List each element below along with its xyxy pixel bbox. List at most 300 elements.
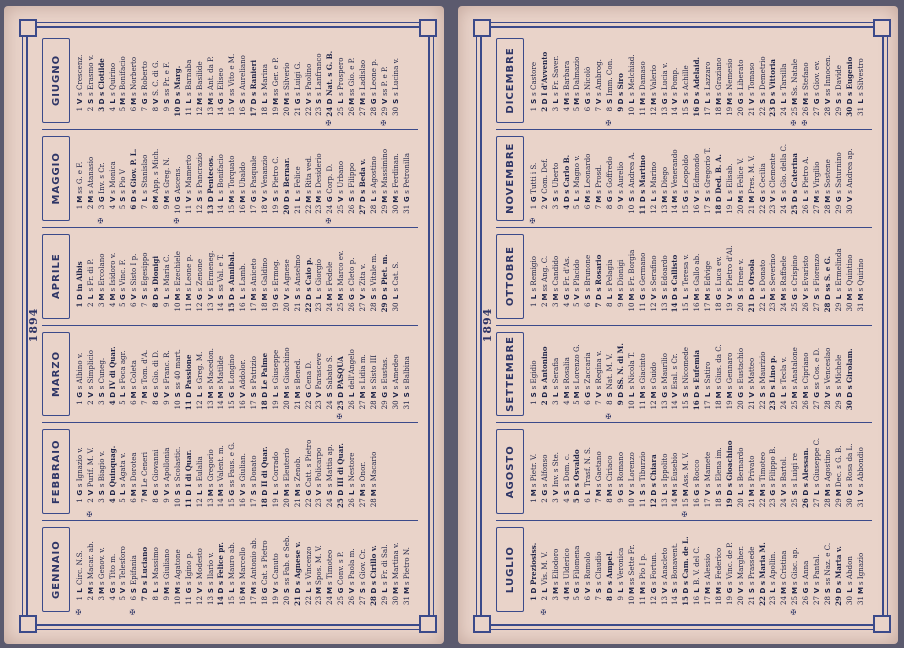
month-column	[496, 228, 872, 326]
day-row	[74, 132, 85, 225]
day-number: 8	[151, 204, 161, 210]
day-row	[528, 34, 539, 127]
day-row	[789, 328, 800, 421]
saint-name: Esal. s Cr.	[670, 353, 680, 390]
day-number: 7	[594, 106, 604, 112]
day-number: 4	[107, 204, 117, 210]
weekday-letter: V	[260, 196, 270, 202]
saint-name: s Quirino	[107, 62, 117, 96]
weekday-letter: V	[583, 587, 593, 594]
day-number: 27	[358, 400, 368, 410]
day-row	[237, 34, 248, 127]
weekday-letter: M	[270, 97, 280, 105]
saint-name: s Rosario	[594, 254, 604, 292]
saint-name: s Melchiad.	[626, 54, 636, 96]
weekday-letter: M	[703, 293, 713, 301]
saint-name: s Genov. v.	[96, 547, 106, 585]
weekday-letter: S	[812, 294, 822, 300]
day-number: 21	[746, 498, 756, 508]
day-number: 3	[550, 106, 560, 112]
saint-name: s Prosd.	[594, 164, 604, 194]
day-row	[593, 328, 604, 421]
month-column	[496, 521, 872, 618]
weekday-letter: V	[74, 98, 84, 105]
day-row	[205, 230, 216, 323]
saint-name: s Federico	[714, 547, 724, 585]
day-row	[390, 34, 401, 127]
saint-name: s Maria M.	[757, 542, 767, 585]
saint-name: s Michele	[833, 354, 843, 390]
day-number: 20	[281, 302, 291, 312]
saint-name: s Quirino	[855, 258, 865, 292]
weekday-letter: D	[129, 196, 139, 203]
day-row	[139, 132, 150, 225]
weekday-letter: G	[681, 196, 691, 203]
day-number: 3	[550, 400, 560, 405]
day-number: 1	[528, 596, 538, 601]
day-row	[216, 523, 227, 616]
weekday-letter: L	[844, 588, 854, 593]
saint-name: s Giov. ev.	[812, 60, 822, 96]
day-number: 5	[118, 204, 128, 210]
weekday-letter: G	[74, 489, 84, 496]
day-row	[172, 230, 183, 323]
day-number: 14	[670, 302, 680, 313]
day-row	[822, 132, 833, 225]
day-number: 7	[140, 106, 150, 112]
day-number: 8	[605, 302, 615, 308]
weekday-letter: G	[216, 98, 226, 105]
saint-name: s Valent. m.	[216, 445, 226, 488]
left-page	[4, 6, 444, 644]
day-row	[648, 132, 659, 225]
day-number: 15	[681, 596, 691, 606]
weekday-letter: D	[594, 294, 604, 300]
day-row	[281, 425, 292, 518]
saint-name: s Marina	[260, 64, 270, 96]
weekday-letter: L	[626, 99, 636, 104]
day-number: 26	[801, 596, 811, 606]
saint-name: s Simplicio	[85, 350, 95, 390]
saint-name: s Pietro d'Al.	[724, 245, 734, 292]
weekday-letter: S	[659, 294, 669, 300]
saint-name: s Eliseo	[216, 68, 226, 96]
weekday-letter: D	[151, 294, 161, 300]
day-number: 14	[216, 400, 226, 410]
saint-name: ss Naz. e C.	[822, 542, 832, 585]
saint-name: s Demetrio	[757, 56, 767, 96]
saint-name: s Candido	[550, 255, 560, 292]
weekday-letter: L	[118, 392, 128, 398]
saint-name: s Anacleto	[659, 547, 669, 585]
day-row	[172, 328, 183, 421]
day-number: 17	[703, 596, 713, 606]
weekday-letter: L	[85, 294, 95, 300]
weekday-letter: L	[368, 196, 378, 202]
weekday-letter: D	[670, 294, 680, 300]
weekday-letter: M	[801, 391, 811, 399]
day-row	[357, 328, 368, 421]
weekday-letter: L	[303, 588, 313, 593]
day-row	[292, 34, 303, 127]
saint-name: Nat. s G. B.	[325, 50, 335, 96]
saint-name: s Girolam.	[844, 348, 854, 390]
saint-name: ss Ger. e P.	[270, 57, 280, 96]
weekday-letter: M	[216, 489, 226, 497]
day-number: 14	[670, 106, 680, 116]
weekday-letter: G	[303, 391, 313, 398]
day-number: 25	[790, 106, 800, 116]
weekday-letter: V	[336, 196, 346, 202]
day-row	[368, 523, 379, 616]
weekday-letter: M	[855, 293, 865, 301]
day-row	[855, 523, 866, 616]
day-number: 30	[844, 204, 854, 214]
day-number: 13	[659, 596, 669, 606]
day-number: 25	[790, 302, 800, 312]
saint-name: s Marta v.	[833, 546, 843, 585]
day-number: 25	[336, 106, 346, 116]
day-row	[833, 328, 844, 421]
weekday-letter: V	[162, 489, 172, 496]
day-number: 16	[692, 596, 702, 606]
weekday-letter: D	[822, 294, 832, 300]
weekday-letter: L	[801, 196, 811, 202]
day-row	[107, 425, 118, 518]
weekday-letter: S	[833, 392, 843, 398]
weekday-letter: G	[292, 98, 302, 105]
day-number: 4	[561, 498, 571, 503]
weekday-letter: L	[227, 588, 237, 593]
day-number: 30	[844, 596, 854, 606]
day-row	[713, 132, 724, 225]
saint-name: s Mamerto	[183, 154, 193, 194]
weekday-letter: M	[550, 586, 560, 595]
day-number: 29	[833, 400, 843, 410]
feast-cross-icon: ✠	[790, 609, 799, 615]
day-row	[107, 328, 118, 421]
saint-name: s Modesto	[194, 548, 204, 585]
day-row	[539, 523, 550, 616]
day-row	[648, 523, 659, 616]
weekday-letter: G	[118, 294, 128, 300]
day-number: 30	[390, 204, 400, 214]
day-number: 8	[151, 596, 161, 601]
day-row	[615, 328, 626, 421]
saint-name: Epifania	[129, 555, 139, 585]
day-row	[139, 230, 150, 323]
weekday-letter: M	[205, 489, 215, 497]
weekday-letter: G	[151, 489, 161, 496]
day-row	[702, 328, 713, 421]
day-row	[593, 523, 604, 616]
day-number: 13	[659, 106, 669, 116]
weekday-letter: V	[626, 489, 636, 496]
weekday-letter: D	[528, 587, 538, 594]
weekday-letter: V	[703, 489, 713, 496]
day-row	[550, 34, 561, 127]
day-row	[205, 328, 216, 421]
weekday-letter: L	[270, 490, 280, 495]
day-number: 31	[401, 204, 411, 214]
weekday-letter: L	[812, 490, 822, 495]
day-row	[368, 34, 379, 127]
day-row	[757, 230, 768, 323]
weekday-letter: V	[151, 98, 161, 105]
saint-name: s Germano	[637, 252, 647, 292]
day-row	[604, 132, 615, 225]
month-name: LUGLIO	[496, 527, 524, 612]
day-row	[150, 34, 161, 127]
weekday-letter: S	[528, 98, 538, 104]
saint-name: s Gregorio	[205, 449, 215, 488]
saint-name: Conv. s P.	[336, 551, 346, 585]
day-number: 25	[790, 204, 800, 215]
saint-name: Purif. M. V.	[85, 447, 95, 488]
day-number: 6	[129, 596, 139, 601]
day-number: 10	[172, 204, 182, 214]
weekday-letter: D	[746, 294, 756, 300]
day-row	[539, 328, 550, 421]
saint-name: s Martino	[637, 155, 647, 194]
day-number: 16	[238, 302, 248, 312]
saint-name: s Norberto	[129, 56, 139, 96]
saint-name: s Barbara	[561, 60, 571, 96]
saint-name: s Quintino	[844, 254, 854, 292]
day-number: 14	[670, 204, 680, 214]
day-row	[216, 132, 227, 225]
day-number: 11	[637, 498, 647, 508]
day-number: 3	[550, 596, 560, 601]
day-row	[822, 34, 833, 127]
day-row	[800, 34, 811, 127]
weekday-letter: L	[550, 99, 560, 104]
weekday-letter: M	[292, 489, 302, 497]
saint-name: s Carlo B.	[561, 154, 571, 194]
day-number: 26	[347, 400, 357, 410]
weekday-letter: M	[140, 489, 150, 497]
day-number: 25	[336, 204, 346, 214]
day-number: 2	[539, 596, 549, 601]
day-number: 21	[746, 596, 756, 606]
day-row	[604, 34, 615, 127]
saint-name: s Eleuterio	[281, 448, 291, 488]
weekday-letter: S	[96, 490, 106, 496]
saint-name: s Eugenio	[844, 56, 854, 96]
weekday-letter: G	[768, 489, 778, 496]
weekday-letter: M	[151, 195, 161, 203]
weekday-letter: M	[594, 195, 604, 203]
day-row	[822, 523, 833, 616]
saint-name: s Greg. N.	[162, 157, 172, 194]
day-list	[524, 521, 872, 618]
weekday-letter: M	[812, 195, 822, 203]
saint-name: s Nestore	[347, 452, 357, 488]
weekday-letter: V	[746, 98, 756, 105]
day-row	[292, 328, 303, 421]
day-number: 29	[379, 204, 389, 214]
day-number: 22	[303, 106, 313, 116]
day-row	[368, 328, 379, 421]
day-row	[746, 230, 757, 323]
day-number: 11	[637, 204, 647, 215]
day-number: 4	[107, 106, 117, 112]
day-row	[757, 132, 768, 225]
saint-name: s Agatone	[172, 549, 182, 585]
day-row	[161, 230, 172, 323]
weekday-letter: M	[249, 293, 259, 301]
day-row	[346, 34, 357, 127]
saint-name: s Pio V	[118, 169, 128, 194]
month-name: GIUGNO	[42, 38, 70, 123]
weekday-letter: G	[833, 196, 843, 203]
weekday-letter: D	[844, 391, 854, 398]
day-row	[183, 132, 194, 225]
day-row	[550, 230, 561, 323]
saint-name: ss Gio. e P.	[347, 57, 357, 96]
saint-name: ss Innocen.	[822, 55, 832, 96]
day-row	[85, 523, 96, 616]
day-number: 5	[572, 302, 582, 308]
saint-name: s Fr. Saver.	[550, 55, 560, 96]
saint-name: s Greg. M.	[194, 351, 204, 390]
saint-name: s Pomp.	[670, 67, 680, 96]
feast-cross-icon: ✠	[801, 119, 810, 126]
weekday-letter: D	[249, 98, 259, 105]
day-row	[572, 132, 583, 225]
saint-name: s Siro	[616, 73, 626, 96]
day-number: 22	[757, 400, 767, 410]
day-row	[855, 230, 866, 323]
saint-name: s Saturnino	[833, 152, 843, 194]
day-number: 19	[724, 400, 734, 410]
day-number: 5	[572, 106, 582, 112]
weekday-letter: L	[379, 588, 389, 593]
weekday-letter: M	[358, 489, 368, 497]
day-row	[172, 132, 183, 225]
saint-name: s Anna	[801, 560, 811, 585]
saint-name: s Urbano	[336, 160, 346, 194]
day-row	[833, 34, 844, 127]
saint-name: s Monica	[107, 161, 117, 194]
day-row	[281, 230, 292, 323]
saint-name: s Luciano	[140, 546, 150, 585]
saint-name: s Cirillo v.	[368, 545, 378, 585]
day-number: 2	[85, 400, 95, 405]
day-row	[216, 230, 227, 323]
day-number: 27	[358, 204, 368, 215]
weekday-letter: L	[605, 294, 615, 300]
day-row	[216, 425, 227, 518]
weekday-letter: G	[659, 98, 669, 105]
day-number: 24	[779, 302, 789, 312]
saint-name: s Filippo B.	[768, 446, 778, 488]
day-number: 28	[368, 400, 378, 410]
day-number: 31	[855, 498, 865, 508]
weekday-letter: S	[325, 490, 335, 496]
day-row	[237, 230, 248, 323]
day-row	[659, 132, 670, 225]
month-name: DICEMBRE	[496, 38, 524, 123]
weekday-letter: M	[844, 293, 854, 301]
weekday-letter: S	[779, 196, 789, 202]
saint-name: s Tomaso	[746, 62, 756, 96]
weekday-letter: M	[227, 195, 237, 203]
weekday-letter: V	[85, 489, 95, 496]
saint-name: s Mattia ap.	[325, 444, 335, 488]
day-row	[357, 425, 368, 518]
weekday-letter: S	[96, 392, 106, 398]
weekday-letter: M	[768, 293, 778, 301]
day-row	[604, 328, 615, 421]
weekday-letter: G	[151, 391, 161, 398]
saint-name: s Paola m.	[347, 548, 357, 585]
day-number: 14	[216, 498, 226, 508]
day-row	[691, 34, 702, 127]
day-row	[659, 34, 670, 127]
day-number: 27	[812, 204, 822, 214]
weekday-letter: S	[270, 196, 280, 202]
saint-name: s Gennaro	[724, 352, 734, 390]
weekday-letter: L	[292, 196, 302, 202]
day-row	[691, 132, 702, 225]
day-number: 3	[550, 498, 560, 503]
day-number: 6	[583, 596, 593, 601]
day-number: 24	[779, 498, 789, 508]
day-row	[303, 230, 314, 323]
day-row	[680, 328, 691, 421]
day-row	[248, 230, 259, 323]
feast-cross-icon: ✠	[528, 217, 537, 224]
month-column	[42, 32, 418, 130]
day-row	[768, 132, 779, 225]
weekday-letter: M	[692, 293, 702, 301]
saint-name: s Alessio	[703, 553, 713, 585]
weekday-letter: G	[96, 196, 106, 203]
saint-name: s Valerio	[648, 64, 658, 96]
saint-name: Sabato S.	[325, 355, 335, 390]
day-number: 18	[714, 498, 724, 508]
weekday-letter: S	[129, 587, 139, 594]
saint-name: s Margher.	[735, 546, 745, 585]
day-number: 29	[379, 302, 389, 313]
month-name: SETTEMBRE	[496, 332, 524, 417]
day-number: 21	[746, 400, 756, 410]
day-row	[150, 523, 161, 616]
saint-name: s Crescenz.	[74, 54, 84, 96]
saint-name: s Zenob.	[292, 456, 302, 488]
saint-name: s Anselmo	[292, 254, 302, 292]
weekday-letter: V	[855, 489, 865, 496]
weekday-letter: M	[659, 195, 669, 203]
saint-name: s Lorenzo G.	[572, 344, 582, 390]
saint-name: s Davide	[833, 65, 843, 96]
saint-name: s Torquato	[227, 155, 237, 194]
month-name: OTTOBRE	[496, 234, 524, 319]
day-row	[226, 523, 237, 616]
saint-name: Ascens.	[172, 166, 182, 194]
weekday-letter: L	[140, 196, 150, 202]
feast-cross-icon: ✠	[172, 217, 181, 224]
saint-name: s Stanislao	[140, 154, 150, 194]
day-row	[74, 230, 85, 323]
day-number: 4	[561, 106, 571, 112]
feast-cross-icon: ✠	[379, 119, 388, 126]
day-row	[702, 523, 713, 616]
weekday-letter: S	[594, 587, 604, 594]
day-number: 20	[281, 204, 291, 215]
weekday-letter: S	[401, 392, 411, 398]
